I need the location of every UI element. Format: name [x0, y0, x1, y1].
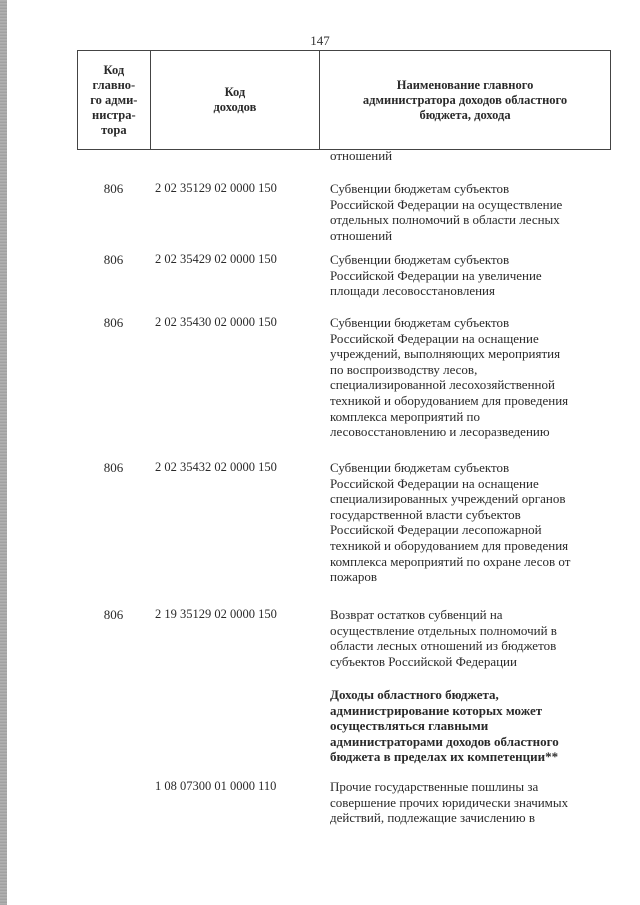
- income-code: 2 19 35129 02 0000 150: [155, 607, 277, 621]
- table-header: [77, 50, 611, 150]
- income-name: Субвенции бюджетам субъектов Российской Федерации на оснащение специализированных учреждений органов государственной власти субъектов Российской Федерации лесопожарной техникой и оборудованием для проведения комплекса мероприятий по охране лесов от пожаров: [330, 460, 571, 585]
- income-code: 2 02 35432 02 0000 150: [155, 460, 277, 474]
- page-number: 147: [310, 33, 330, 48]
- header-income-code: Код доходов: [151, 51, 320, 149]
- income-code: 2 02 35429 02 0000 150: [155, 252, 277, 266]
- admin-code: 806: [103, 252, 124, 267]
- header-admin-name: Наименование главного администратора доходов областного бюджета, дохода: [362, 77, 568, 122]
- income-name: Возврат остатков субвенций на осуществление отдельных полномочий в области лесных отношений из бюджетов субъектов Российской Федерации: [330, 607, 557, 669]
- section-heading: Доходы областного бюджета, администрирование которых может осуществляться главными администраторами доходов областного бюджета в пределах их компетенции**: [330, 687, 559, 765]
- admin-code: 806: [103, 460, 124, 475]
- continuation-text: отношений: [330, 148, 393, 163]
- admin-code: 806: [103, 607, 124, 622]
- income-code: 2 02 35430 02 0000 150: [155, 315, 277, 329]
- income-code: 2 02 35129 02 0000 150: [155, 181, 277, 195]
- header-admin-code: Код главно- го адми- нистра- тора: [78, 51, 151, 149]
- scan-edge-strip: [0, 0, 7, 905]
- income-name: Субвенции бюджетам субъектов Российской Федерации на оснащение учреждений, выполняющих мероприятия по воспроизводству лесов, специализированной лесохозяйственной техникой и оборудованием для проведения комплекса мероприятий по лесовосстановлению и лесоразведению: [330, 315, 569, 440]
- income-code: 1 08 07300 01 0000 110: [155, 779, 277, 793]
- admin-code: 806: [103, 181, 124, 196]
- income-name: Субвенции бюджетам субъектов Российской Федерации на осуществление отдельных полномочий в области лесных отношений: [330, 181, 563, 243]
- admin-code: 806: [103, 315, 124, 330]
- income-name: Субвенции бюджетам субъектов Российской Федерации на увеличение площади лесовосстановления: [330, 252, 542, 299]
- income-name: Прочие государственные пошлины за совершение прочих юридически значимых действий, подлежащие зачислению в: [330, 779, 569, 826]
